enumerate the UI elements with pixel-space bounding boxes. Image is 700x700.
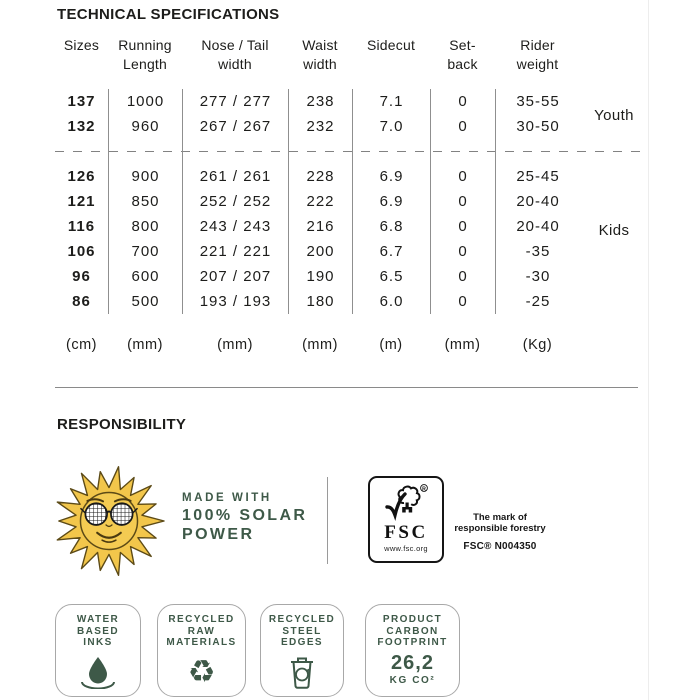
cell-rider: -25	[495, 289, 580, 314]
recycle-icon: ♻︎	[187, 653, 216, 690]
cell-size: 106	[67, 243, 96, 260]
table-row-137	[55, 89, 648, 114]
cell-size: 126	[67, 168, 96, 185]
cell-size: 116	[67, 218, 96, 235]
fsc-license-number: FSC® N004350	[463, 541, 537, 552]
cell-waist: 180	[288, 289, 352, 314]
cell-running: 850	[108, 189, 182, 214]
header-sizes: Sizes	[63, 37, 100, 53]
cell-rider: 25-45	[495, 164, 580, 189]
technical-specifications-title: TECHNICAL SPECIFICATIONS	[57, 6, 280, 23]
table-units-row	[55, 333, 648, 357]
header-setback: Set- back	[447, 37, 478, 72]
table-row-86	[55, 289, 648, 314]
header-nose-tail-width: Nose / Tail width	[201, 37, 269, 72]
cell-size: 96	[72, 268, 91, 285]
cell-waist: 190	[288, 264, 352, 289]
spec-table	[55, 33, 648, 357]
cell-sidecut: 6.0	[352, 289, 430, 314]
group-label-kids: Kids	[598, 222, 630, 239]
cell-sidecut: 6.9	[352, 164, 430, 189]
cell-setback: 0	[430, 89, 495, 114]
water-drop-icon	[75, 656, 121, 689]
fsc-tree-check-icon	[383, 483, 429, 523]
cell-rider: -30	[495, 264, 580, 289]
cell-running: 800	[108, 214, 182, 239]
responsibility-divider	[327, 477, 328, 564]
cell-sidecut: 7.0	[352, 114, 430, 139]
cell-waist: 238	[288, 89, 352, 114]
header-running-length: Running Length	[118, 37, 172, 72]
cell-running: 1000	[108, 89, 182, 114]
cell-sidecut: 6.7	[352, 239, 430, 264]
cell-rider: 20-40	[495, 214, 580, 239]
header-group	[580, 33, 648, 89]
cell-running: 900	[108, 164, 182, 189]
recycle-bin-icon	[288, 655, 316, 690]
solar-sun-icon	[50, 456, 168, 586]
cell-setback: 0	[430, 239, 495, 264]
cell-size: 137	[67, 93, 96, 110]
cell-nose-tail: 243 / 243	[182, 214, 288, 239]
cell-running: 960	[108, 114, 182, 139]
unit-rider: (Kg)	[522, 337, 553, 353]
cell-waist: 216	[288, 214, 352, 239]
section-divider	[55, 387, 638, 388]
page-right-divider	[648, 0, 649, 700]
cell-size: 86	[72, 293, 91, 310]
table-row-132	[55, 114, 648, 139]
unit-sizes: (cm)	[66, 337, 97, 353]
cell-waist: 232	[288, 114, 352, 139]
responsibility-title: RESPONSIBILITY	[57, 416, 187, 433]
header-waist-width: Waist width	[302, 37, 338, 72]
cell-sidecut: 6.8	[352, 214, 430, 239]
table-header-row	[55, 33, 648, 89]
badge-water-based-inks: WATER BASED INKS	[55, 604, 141, 697]
badge-product-carbon-footprint: PRODUCT CARBON FOOTPRINT 26,2 KG CO²	[365, 604, 460, 697]
cell-setback: 0	[430, 214, 495, 239]
cell-waist: 200	[288, 239, 352, 264]
table-row-126	[55, 164, 648, 189]
group-label-youth: Youth	[594, 107, 634, 124]
cell-waist: 222	[288, 189, 352, 214]
cell-setback: 0	[430, 114, 495, 139]
carbon-footprint-unit: KG CO²	[389, 674, 436, 686]
cell-rider: 35-55	[495, 89, 580, 114]
cell-size: 121	[67, 193, 96, 210]
cell-nose-tail: 193 / 193	[182, 289, 288, 314]
solar-power-claim: MADE WITH 100% SOLAR POWER	[182, 492, 308, 543]
cell-nose-tail: 207 / 207	[182, 264, 288, 289]
svg-text:R: R	[422, 486, 426, 493]
cell-nose-tail: 221 / 221	[182, 239, 288, 264]
cell-nose-tail: 261 / 261	[182, 164, 288, 189]
cell-sidecut: 6.9	[352, 189, 430, 214]
cell-sidecut: 6.5	[352, 264, 430, 289]
fsc-wordmark: FSC	[384, 522, 428, 543]
cell-sidecut: 7.1	[352, 89, 430, 114]
table-row-121	[55, 189, 648, 214]
eco-badges	[55, 604, 460, 697]
cell-setback: 0	[430, 289, 495, 314]
cell-setback: 0	[430, 264, 495, 289]
cell-running: 600	[108, 264, 182, 289]
table-row-96	[55, 264, 648, 289]
cell-setback: 0	[430, 164, 495, 189]
badge-recycled-raw-materials: RECYCLED RAW MATERIALS ♻︎	[157, 604, 246, 697]
fsc-logo	[368, 476, 444, 563]
unit-setback: (mm)	[444, 337, 481, 353]
cell-waist: 228	[288, 164, 352, 189]
cell-setback: 0	[430, 189, 495, 214]
fsc-url: www.fsc.org	[384, 544, 428, 553]
cell-size: 132	[67, 118, 96, 135]
cell-rider: 30-50	[495, 114, 580, 139]
carbon-footprint-value: 26,2	[391, 651, 434, 674]
cell-running: 500	[108, 289, 182, 314]
unit-sidecut: (m)	[379, 337, 403, 353]
cell-running: 700	[108, 239, 182, 264]
badge-recycled-steel-edges: RECYCLED STEEL EDGES	[260, 604, 344, 697]
unit-nose-tail: (mm)	[217, 337, 253, 353]
cell-nose-tail: 277 / 277	[182, 89, 288, 114]
unit-running: (mm)	[127, 337, 163, 353]
cell-rider: -35	[495, 239, 580, 264]
table-row-116	[55, 214, 648, 239]
unit-waist: (mm)	[302, 337, 338, 353]
table-row-106	[55, 239, 648, 264]
header-rider-weight: Rider weight	[516, 37, 559, 72]
cell-nose-tail: 267 / 267	[182, 114, 288, 139]
fsc-caption: The mark of responsible forestry FSC® N004350	[448, 512, 552, 552]
cell-nose-tail: 252 / 252	[182, 189, 288, 214]
cell-rider: 20-40	[495, 189, 580, 214]
header-sidecut: Sidecut	[366, 37, 416, 53]
table-dashed-separator	[55, 139, 648, 164]
